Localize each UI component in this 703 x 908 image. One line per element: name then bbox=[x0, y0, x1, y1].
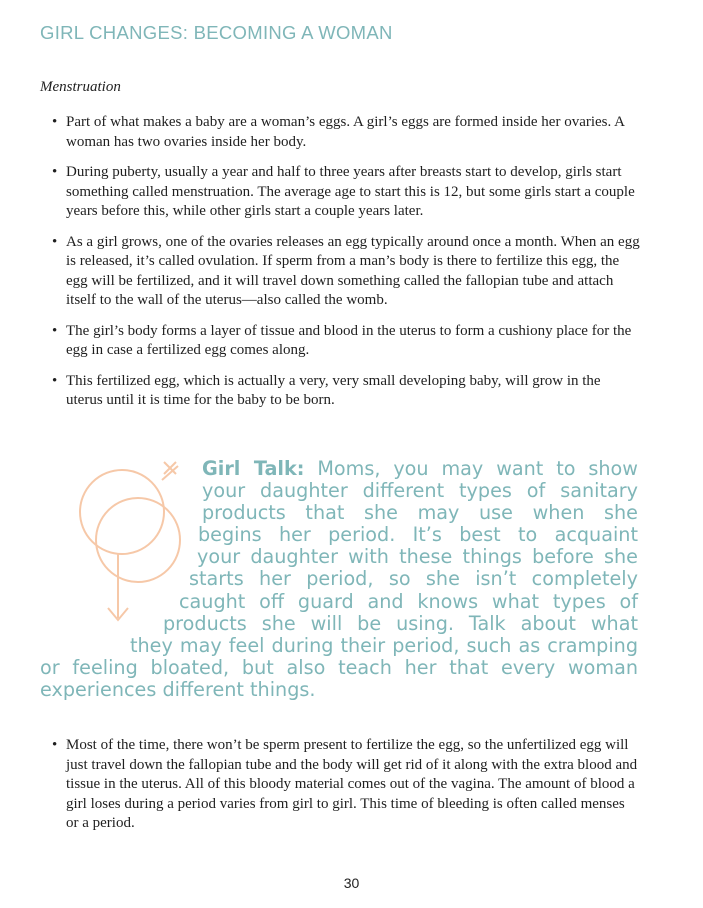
list-item bbox=[40, 372, 640, 411]
list-item-text: The girl’s body forms a layer of tissue and blood in the uterus to form a cushiony place for the egg in case a fertilized egg comes along. bbox=[66, 322, 632, 358]
section-title: Menstruation bbox=[40, 79, 121, 95]
girl-talk-callout bbox=[40, 458, 638, 708]
page-header: GIRL CHANGES: BECOMING A WOMAN bbox=[40, 22, 393, 43]
list-item-text: As a girl grows, one of the ovaries releases an egg typically around once a month. When an egg is released, it’s called ovulation. If sperm from a man’s body is there to fertilize this egg, the egg will be fertilized, and it will travel down something called the fallopian tube and attach itself to the wall of the uterus—also called the womb. bbox=[66, 233, 640, 308]
list-item bbox=[40, 322, 640, 361]
callout-line: products she will be using. Talk about what bbox=[163, 611, 638, 635]
bullet-dot: • bbox=[52, 164, 58, 180]
list-item-text: During puberty, usually a year and half to three years after breasts start to develop, girls start something called menstruation. The average age to start this is 12, but some girls start a couple years before this, while other girls start a couple years later. bbox=[66, 164, 635, 219]
callout-line: caught off guard and knows what types of bbox=[179, 589, 638, 613]
list-item bbox=[40, 113, 640, 152]
list-item bbox=[40, 736, 640, 834]
callout-line: products that she may use when she bbox=[202, 501, 638, 525]
callout-line: your daughter different types of sanitary bbox=[202, 479, 638, 503]
bullet-dot: • bbox=[52, 737, 58, 753]
callout-line: begins her period. It’s best to acquaint bbox=[198, 523, 638, 547]
list-item bbox=[40, 233, 640, 311]
callout-line: they may feel during their period, such as cramping bbox=[130, 633, 638, 657]
callout-line: experiences different things. bbox=[40, 677, 316, 701]
bullet-dot: • bbox=[52, 114, 58, 130]
bullet-dot: • bbox=[52, 233, 58, 250]
callout-lead: Girl Talk: bbox=[202, 457, 305, 480]
callout-line: starts her period, so she isn’t completely bbox=[189, 567, 638, 591]
bullet-list-bottom bbox=[40, 736, 640, 845]
callout-line: your daughter with these things before she bbox=[197, 545, 638, 569]
list-item-text: Part of what makes a baby are a woman’s eggs. A girl’s eggs are formed inside her ovaries. A woman has two ovaries inside her body. bbox=[66, 114, 625, 150]
list-item-text: Most of the time, there won’t be sperm present to fertilize the egg, so the unfertilized egg will just travel down the fallopian tube and the body will get rid of it along with the extra blood and tissue in the uterus. All of this bloody material comes out of the vagina. The amount of blood a girl loses during a period varies from girl to girl. This time of bleeding is often called menses or a period. bbox=[66, 737, 638, 831]
callout-text bbox=[40, 458, 638, 701]
list-item-text: This fertilized egg, which is actually a very, very small developing baby, will grow in the uterus until it is time for the baby to be born. bbox=[66, 372, 601, 408]
callout-line: Girl Talk: Moms, you may want to show bbox=[202, 457, 638, 480]
bullet-dot: • bbox=[52, 322, 58, 339]
bullet-list-top bbox=[40, 113, 640, 422]
page-number: 30 bbox=[343, 875, 360, 891]
callout-line: or feeling bloated, but also teach her that every woman bbox=[40, 655, 638, 679]
list-item bbox=[40, 163, 640, 222]
bullet-dot: • bbox=[52, 372, 58, 389]
